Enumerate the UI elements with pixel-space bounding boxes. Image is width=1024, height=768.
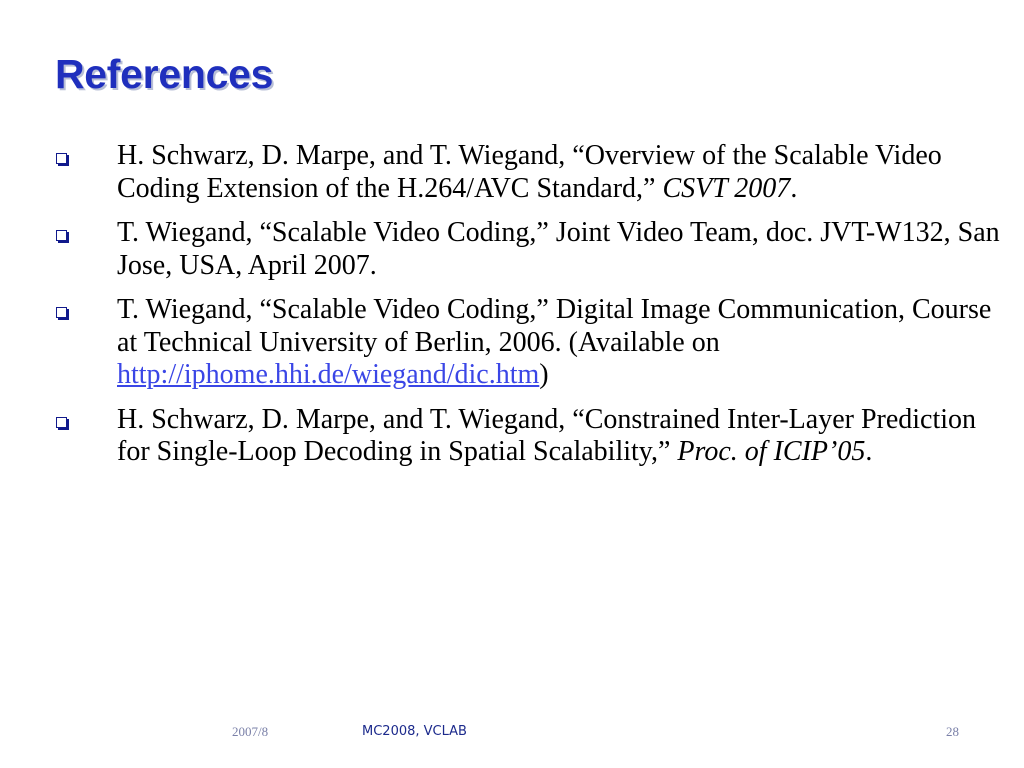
reference-venue: Proc. of ICIP’05	[677, 436, 866, 467]
footer-date: 2007/8	[232, 724, 269, 739]
reference-text: H. Schwarz, D. Marpe, and T. Wiegand, “Overview of the Scalable Video Coding Extension of the H.264/AVC Standard,”	[117, 140, 942, 204]
reference-end: )	[539, 359, 549, 390]
reference-item-2	[55, 217, 1005, 282]
square-bullet-icon	[56, 307, 67, 318]
reference-item-1	[55, 140, 1005, 205]
reference-text: T. Wiegand, “Scalable Video Coding,” Joint Video Team, doc. JVT-W132, San Jose, USA, April 2007.	[117, 217, 1000, 281]
reference-end: .	[865, 436, 873, 467]
reference-link[interactable]: http://iphome.hhi.de/wiegand/dic.htm	[117, 359, 540, 390]
square-bullet-icon	[56, 153, 67, 164]
reference-text: H. Schwarz, D. Marpe, and T. Wiegand, “Constrained Inter-Layer Prediction for Single-Loop Decoding in Spatial Scalability,”	[117, 403, 977, 467]
reference-venue: CSVT 2007	[662, 172, 791, 204]
square-bullet-icon	[56, 417, 67, 428]
reference-text: T. Wiegand, “Scalable Video Coding,” Digital Image Communication, Course at Technical University of Berlin, 2006. (Available on	[117, 294, 992, 358]
slide-title: References	[55, 51, 274, 97]
square-bullet-icon	[56, 230, 67, 241]
footer-center-label: MC2008, VCLAB	[362, 724, 467, 739]
page-number: 28	[946, 724, 959, 739]
reference-list	[55, 140, 1005, 481]
reference-item-3	[55, 294, 1005, 392]
reference-item-4	[55, 404, 1005, 469]
reference-end: .	[790, 172, 798, 204]
